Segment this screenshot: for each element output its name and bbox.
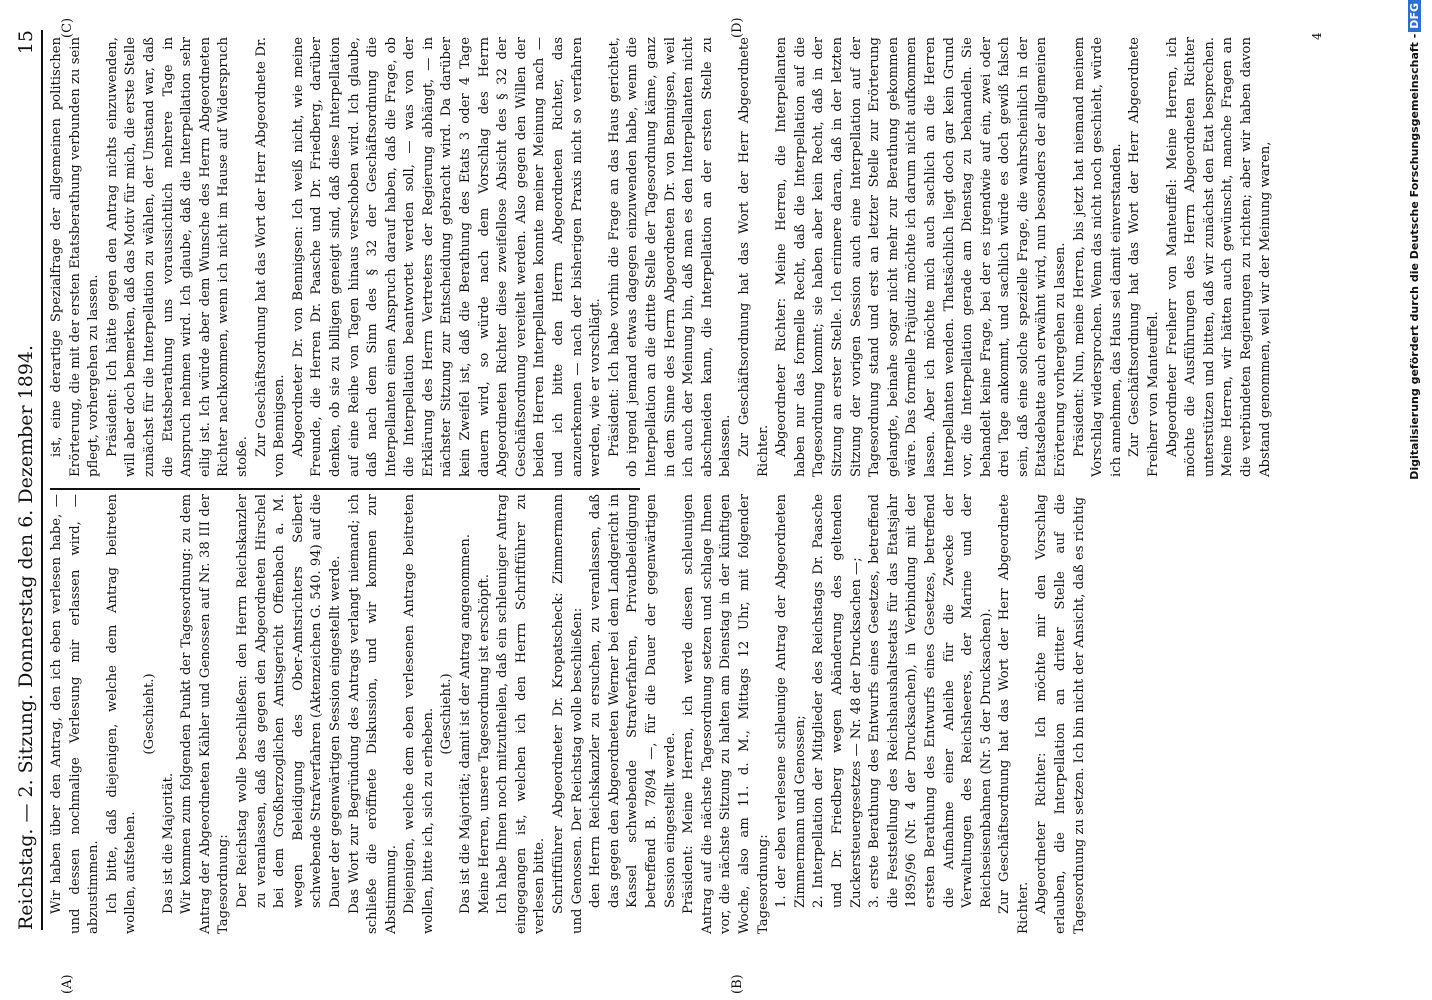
running-header xyxy=(1,30,43,930)
footer-text: Digitalisierung gefördert durch die Deutsche Forschungsgemeinschaft - xyxy=(1408,33,1421,480)
margin-mark-d: (D) xyxy=(730,17,745,38)
dfg-logo: DFG xyxy=(1408,0,1421,32)
paragraph: ist, eine derartige Spezialfrage der allgemeinen politischen Erörterung, die mit der ersten Etatsberathung verbunden zu sein pflegt, vorhergehen zu lassen. xyxy=(49,37,102,477)
margin-mark-b: (B) xyxy=(730,974,745,994)
paragraph: Präsident: Nun, meine Herren, bis jetzt hat niemand meinem Vorschlag widersprochen. Wenn das nicht noch geschieht, würde ich annehmen, das Haus sei damit einverstanden. xyxy=(1071,37,1124,477)
paragraph: 3. erste Berathung des Entwurfs eines Gesetzes, betreffend die Feststellung des Reichshaushaltsetats für das Etatsjahr 1895/96 (Nr. 4 der Drucksachen), in Verbindung mit der ersten Berathung des Entwurfs eines Gesetzes, betreffend die Aufnahme einer Anleihe für die Zwecke der Verwaltungen des Reichsheeres, der Marine und der Reichseisenbahnen (Nr. 5 der Drucksachen). xyxy=(867,494,994,908)
paragraph: Präsident: Ich hätte gegen den Antrag nichts einzuwenden, will aber doch bemerken, daß das Motiv für mich, die erste Stelle zunächst für die Interpellation zu wählen, der Umstand war, daß die Etatsberathung uns voraussichtlich mehrere Tage in Anspruch nehmen wird. Ich glaube, daß die Interpellation sehr eilig ist. Ich würde aber dem Wunsche des Herrn Abgeordneten Richter nachkommen, wenn ich nicht im Hause auf Widerspruch stoße. xyxy=(104,37,250,477)
paragraph: den Herrn Reichskanzler zu ersuchen, zu veranlassen, daß das gegen den Abgeordneten Werner bei dem Landgericht in Kassel schwebende Strafverfahren, Privatbeleidigung betreffend B. 78/94 —, für die Dauer der gegenwärtigen Session eingestellt werde. xyxy=(588,494,678,908)
paragraph: (Geschieht.) xyxy=(439,673,455,755)
paragraph: Abgeordneter Freiherr von Manteuffel: Meine Herren, ich möchte die Ausführungen des Herrn Abgeordneten Richter unterstützen und bitten, daß wir zunächst den Etat besprechen. Meine Herren, wir hätten auch gewünscht, manche Fragen an die verbündeten Regierungen zu richten; aber wir haben davon Abstand genommen, weil wir der Meinung waren, xyxy=(1164,37,1273,477)
paragraph: Zur Geschäftsordnung hat das Wort der Herr Abgeordnete Freiherr von Manteuffel. xyxy=(1127,37,1162,477)
paragraph: Das ist die Majorität; damit ist der Antrag angenommen. xyxy=(458,534,474,914)
paragraph: Schriftführer Abgeordneter Dr. Kropatscheck: Zimmermann und Genossen. Der Reichstag wolle beschließen: xyxy=(551,494,585,934)
paragraph: Präsident: Meine Herren, ich werde diesen schleunigen Antrag auf die nächste Tagesordnung setzen und schlage Ihnen vor, die nächste Sitzung zu halten am Dienstag in der künftigen Woche, also am 11. d. M., Mittags 12 Uhr, mit folgender Tagesordnung: xyxy=(681,494,771,934)
paragraph: 1. der eben verlesene schleunige Antrag der Abgeordneten Zimmermann und Genossen; xyxy=(774,494,808,908)
margin-mark-a: (A) xyxy=(60,974,75,994)
right-text-column xyxy=(48,37,1273,477)
paragraph: Meine Herren, unsere Tagesordnung ist erschöpft. xyxy=(476,574,492,914)
running-title: Reichstag. — 2. Sitzung. Donnerstag den 6. Dezember 1894. xyxy=(15,344,37,930)
paragraph: Das ist die Majorität. xyxy=(160,772,176,914)
column-divider xyxy=(50,488,640,490)
paragraph: Präsident: Ich habe vorhin die Frage an das Haus gerichtet, ob irgend jemand etwas dagegen einzuwenden habe, wenn die Interpellation an die dritte Stelle der Tagesordnung käme, ganz in dem Sinne des Herrn Abgeordneten Dr. von Bennigsen, weil ich auch der Meinung bin, daß man es den Interpellanten nicht abschneiden kann, die Interpellation an der ersten Stelle zu belassen. xyxy=(606,37,734,477)
paragraph: Wir haben über den Antrag, den ich eben verlesen habe, — und dessen nochmalige Verlesung mir erlassen wird, — abzustimmen. xyxy=(49,494,102,934)
paragraph: Zur Geschäftsordnung hat das Wort der Herr Abgeordnete Dr. von Bennigsen. xyxy=(253,37,288,477)
paragraph: Wir kommen zum folgenden Punkt der Tagesordnung: zu dem Antrag der Abgeordneten Kähler und Genossen auf Nr. 38 III der Tagesordnung: xyxy=(179,494,232,934)
left-text-column xyxy=(48,494,1087,934)
paragraph: Ich habe Ihnen noch mitzutheilen, daß ein schleuniger Antrag eingegangen ist, welchen ich den Herrn Schriftführer zu verlesen bitte. xyxy=(495,494,548,934)
paragraph: Zur Geschäftsordnung hat das Wort der Herr Abgeordnete Richter. xyxy=(736,37,771,477)
paragraph: Das Wort zur Begründung des Antrags verlangt niemand; ich schließe die eröffnete Diskussion, und wir kommen zur Abstimmung. xyxy=(346,494,399,934)
paragraph: Ich bitte, daß diejenigen, welche dem Antrag beitreten wollen, aufstehen. xyxy=(104,494,139,934)
paragraph: Zur Geschäftsordnung hat das Wort der Herr Abgeordnete Richter. xyxy=(997,494,1031,934)
paragraph: Diejenigen, welche dem eben verlesenen Antrage beitreten wollen, bitte ich, sich zu erheben. xyxy=(402,494,436,934)
paragraph: Abgeordneter Dr. von Bennigsen: Ich weiß nicht, wie meine Freunde, die Herren Dr. Paasche und Dr. Friedberg, darüber denken, ob sie zu billigen geneigt sind, daß diese Interpellation auf eine Reihe von Tagen hinaus verschoben wird. Ich glaube, daß nach dem Sinn des § 32 der Geschäftsordnung die Interpellanten einen Anspruch darauf haben, daß die Frage, ob die Interpellation beantwortet werden soll, — was von der Erklärung des Herrn Vertreters der Regierung abhängt, — in nächster Sitzung zur Entscheidung gebracht wird. Da darüber kein Zweifel ist, daß die Berathung des Etats 3 oder 4 Tage dauern wird, so würde nach dem Vorschlag des Herrn Abgeordneten Richter diese zweifellose Absicht des § 32 der Geschäftsordnung vereitelt werden. Also gegen den Willen der beiden Herren Interpellanten konnte meiner Meinung nach — und ich bitte den Herrn Abgeordneten Richter, das anzuerkennen — nach der bisherigen Praxis nicht so verfahren werden, wie er vorschlägt. xyxy=(290,37,604,477)
paragraph: (Geschieht.) xyxy=(141,673,157,755)
paragraph: 2. Interpellation der Mitglieder des Reichstags Dr. Paasche und Dr. Friedberg wegen Abänderung des geltenden Zuckersteuergesetzes — Nr. 48 der Drucksachen —; xyxy=(811,494,864,908)
paragraph: Abgeordneter Richter: Ich möchte mir den Vorschlag erlauben, die Interpellation an dritter Stelle auf die Tagesordnung zu setzen. Ich bin nicht der Ansicht, daß es richtig xyxy=(1034,494,1087,934)
digitization-footer xyxy=(1408,0,1421,980)
margin-mark-c: (C) xyxy=(60,17,75,38)
paragraph: Der Reichstag wolle beschließen: den Herrn Reichskanzler zu veranlassen, daß das gegen den Abgeordneten Hirschel bei dem Großherzoglichen Amtsgericht Offenbach a. M. wegen Beleidigung des Ober-Amtsrichters Seibert schwebende Strafverfahren (Aktenzeichen G. 540. 94) auf die Dauer der gegenwärtigen Session eingestellt werde. xyxy=(234,494,343,908)
page-number: 15 xyxy=(15,30,37,55)
page-signature: 4 xyxy=(1310,32,1324,40)
paragraph: Abgeordneter Richter: Meine Herren, die Interpellanten haben nur das formelle Recht, daß die Interpellation auf die Tagesordnung kommt; sie haben aber kein Recht, daß in der Sitzung an erster Stelle. Ich erinnere daran, daß in der letzten Sitzung der vorigen Session auch eine Interpellation auf der Tagesordnung stand und erst an letzter Stelle zur Erörterung gelangte, beinahe sogar nicht mehr zur Berathung gekommen wäre. Das formelle Präjudiz möchte ich darum nicht aufkommen lassen. Aber ich möchte mich auch sachlich an die Herren Interpellanten wenden. Thatsächlich liegt doch gar kein Grund vor, die Interpellation gerade am Dienstag zu behandeln. Sie behandelt keine Frage, bei der es irgendwie auf ein, zwei oder drei Tage ankommt, und sachlich würde es doch gewiß falsch sein, daß eine solche spezielle Frage, die wahrscheinlich in der Etatsdebatte auch erwähnt wird, nun besonders der allgemeinen Erörterung vorhergehen zu lassen. xyxy=(774,37,1069,477)
